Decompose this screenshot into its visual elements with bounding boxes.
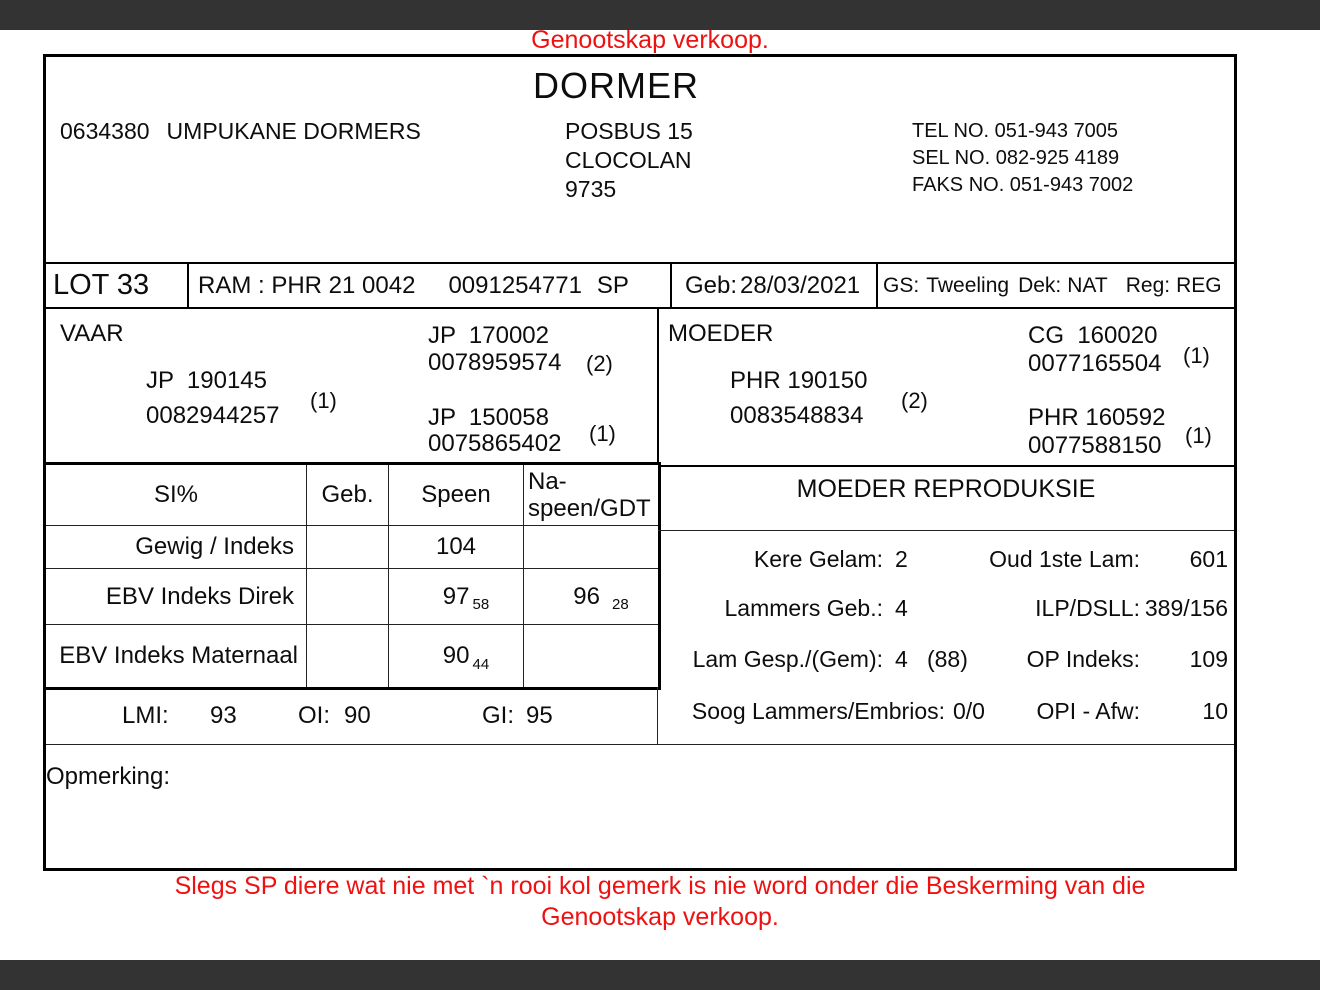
ebv-row3-naspeen-cell [524, 625, 658, 687]
moeder-reproduksie-panel [658, 465, 1234, 745]
ebv-col-header-speen-label: Speen [421, 481, 491, 508]
birthdate-cell [670, 264, 876, 307]
lam-gesp-value: 4 (88) [895, 646, 968, 672]
vaar-label: VAAR [60, 320, 124, 347]
vaar-animal-note: (1) [310, 388, 337, 413]
bottom-notice-line-1: Slegs SP diere wat nie met `n rooi kol gemerk is nie word onder die Beskerming van die [174, 872, 1146, 900]
ram-status: SP [596, 271, 629, 299]
gi-label: GI: [482, 702, 515, 729]
bottom-notice-line-2: Genootskap verkoop. [541, 903, 779, 931]
oud-1ste-lam-label: Oud 1ste Lam: [989, 546, 1140, 572]
bottom-window-bar [0, 960, 1320, 990]
ebv-table [43, 462, 661, 690]
ebv-row2-label: EBV Indeks Direk [105, 582, 294, 610]
moeder-animal-note: (2) [901, 388, 928, 413]
repro-row-right [976, 646, 1228, 673]
lot-card [43, 54, 1237, 871]
member-number: 0634380 [60, 118, 150, 144]
address-block [565, 117, 693, 204]
top-notice: Genootskap verkoop. [531, 26, 769, 54]
address-line-3: 9735 [565, 176, 617, 202]
ebv-row2-naspeen-cell [524, 569, 658, 625]
contact-block [912, 118, 1133, 199]
ebv-row2-speen-accuracy: 58 [472, 596, 490, 613]
stud-name: UMPUKANE DORMERS [166, 118, 421, 144]
ebv-col-header-si [46, 465, 307, 526]
ebv-row2-speen-cell [389, 569, 524, 625]
ebv-row1-speen-value: 104 [435, 533, 477, 560]
repro-row [658, 698, 1234, 726]
ebv-col-header-geb-label: Geb. [321, 481, 374, 508]
breeder-line [60, 118, 421, 145]
moeder-dam-number: 0077588150 [1028, 432, 1162, 459]
soog-lammers-label: Soog Lammers/Embrios: [691, 698, 945, 724]
vaar-sire-id: JP 170002 [428, 322, 549, 349]
ebv-row-label [46, 569, 307, 625]
moeder-animal-id: PHR 190150 [730, 367, 868, 394]
ebv-row2-naspeen-accuracy: 28 [612, 596, 629, 613]
ebv-col-header-geb [307, 465, 389, 526]
gi-value: 95 [526, 702, 553, 729]
lammers-geb-label: Lammers Geb.: [724, 595, 883, 621]
gs-value: Tweeling [926, 273, 1010, 297]
moeder-sire-id: CG 160020 [1028, 322, 1158, 349]
fax-number: FAKS NO. 051-943 7002 [912, 174, 1134, 196]
oi-label: OI: [298, 702, 331, 729]
ebv-col-header-si-label: SI% [153, 481, 198, 508]
cell-number: SEL NO. 082-925 4189 [912, 147, 1120, 169]
reg-label: Reg: [1125, 273, 1171, 297]
repro-row-right [976, 546, 1228, 573]
ebv-row3-geb-cell [307, 625, 389, 687]
kere-gelam-value: 2 [895, 546, 908, 572]
ram-cell [187, 264, 670, 307]
ebv-row3-speen-accuracy: 44 [472, 655, 490, 673]
ebv-row3-label: EBV Indeks Maternaal [59, 642, 298, 669]
ebv-row-label [46, 526, 307, 569]
lot-header-row [46, 262, 1234, 309]
remark-label: Opmerking: [46, 763, 171, 790]
vaar-dam-number: 0075865402 [428, 430, 562, 457]
vaar-sire-number: 0078959574 [428, 349, 562, 376]
vaar-dam-id: JP 150058 [428, 404, 549, 431]
moeder-dam-id: PHR 160592 [1028, 404, 1166, 431]
dek-value: NAT [1067, 273, 1108, 297]
repro-title: MOEDER REPRODUKSIE [796, 475, 1096, 503]
lot-number: LOT 33 [53, 269, 150, 301]
oi-value: 90 [344, 702, 371, 729]
ebv-row1-speen-cell [389, 526, 524, 569]
ilp-dsll-label: ILP/DSLL: [1035, 595, 1140, 621]
moeder-sire-number: 0077165504 [1028, 350, 1162, 377]
lmi-label: LMI: [122, 702, 169, 729]
opi-afw-label: OPI - Afw: [1036, 698, 1140, 724]
moeder-sire-note: (1) [1183, 343, 1210, 368]
pedigree-divider [657, 309, 659, 465]
ebv-col-header-naspeen [524, 465, 658, 526]
lot-number-cell [46, 264, 187, 307]
address-line-1: POSBUS 15 [565, 118, 693, 144]
opi-afw-value: 10 [1202, 698, 1228, 724]
vaar-sire-note: (2) [586, 351, 613, 376]
lam-gesp-label: Lam Gesp./(Gem): [692, 646, 883, 672]
bottom-notice [10, 871, 1310, 933]
vaar-animal-id: JP 190145 [146, 367, 267, 394]
repro-row [658, 646, 1234, 674]
moeder-animal-number: 0083548834 [730, 402, 864, 429]
lmi-value: 93 [210, 702, 237, 729]
ebv-row-label [46, 625, 307, 687]
ebv-col-header-naspeen-line1: Na- [528, 468, 567, 495]
status-cell [876, 264, 1234, 307]
tel-number: TEL NO. 051-943 7005 [912, 120, 1119, 142]
index-summary-row [46, 687, 658, 745]
ebv-row2-speen-value: 97 [442, 582, 470, 610]
oud-1ste-lam-value: 601 [1189, 546, 1228, 572]
ebv-row3-speen-value: 90 [442, 642, 470, 669]
lammers-geb-value: 4 [895, 595, 908, 621]
ebv-row1-naspeen-cell [524, 526, 658, 569]
repro-row [658, 595, 1234, 623]
repro-row [658, 546, 1234, 574]
geb-label: Geb: [685, 271, 738, 299]
breed-title: DORMER [533, 65, 699, 106]
ebv-row2-naspeen-value: 96 [573, 582, 600, 610]
ram-id-code: RAM : PHR 21 0042 [198, 271, 416, 299]
op-indeks-label: OP Indeks: [1026, 646, 1140, 672]
ebv-col-header-speen [389, 465, 524, 526]
moeder-dam-note: (1) [1185, 423, 1212, 448]
ebv-row1-geb-cell [307, 526, 389, 569]
gs-label: GS: [883, 273, 920, 297]
reg-value: REG [1176, 273, 1222, 297]
moeder-label: MOEDER [668, 320, 774, 347]
repro-row-right [976, 595, 1228, 622]
ebv-row1-label: Gewig / Indeks [135, 533, 294, 560]
address-line-2: CLOCOLAN [565, 147, 692, 173]
repro-row-right [976, 698, 1228, 725]
ram-registration-number: 0091254771 [448, 271, 582, 299]
vaar-animal-number: 0082944257 [146, 402, 280, 429]
ilp-dsll-value: 389/156 [1144, 595, 1228, 621]
dek-label: Dek: [1018, 273, 1062, 297]
geb-value: 28/03/2021 [740, 271, 861, 299]
vaar-dam-note: (1) [589, 421, 616, 446]
ebv-row2-geb-cell [307, 569, 389, 625]
ebv-row3-speen-cell [389, 625, 524, 687]
op-indeks-value: 109 [1189, 646, 1228, 672]
soog-lammers-value: 0/0 [953, 698, 985, 724]
kere-gelam-label: Kere Gelam: [753, 546, 883, 572]
repro-title-divider [658, 530, 1234, 531]
ebv-col-header-naspeen-line2: speen/GDT [528, 495, 651, 522]
